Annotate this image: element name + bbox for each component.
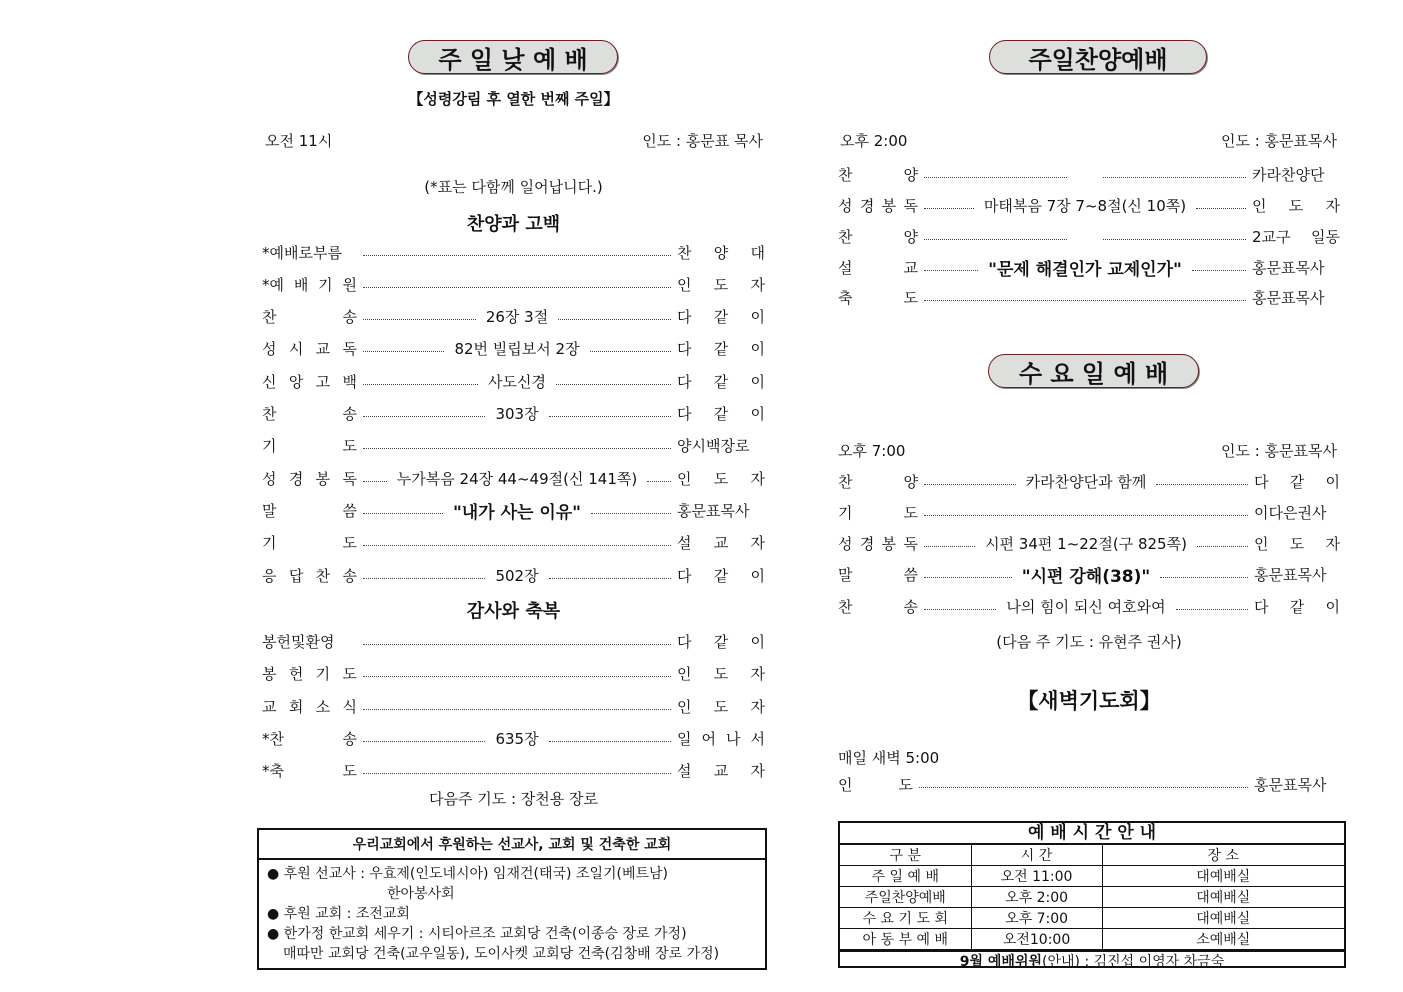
program-item-label: 말 씀 xyxy=(262,501,357,520)
schedule-cell: 오후 2:00 xyxy=(971,887,1102,908)
program-item-detail: 26장 3절 xyxy=(485,307,549,326)
program-item-label: *예 배 기 원 xyxy=(262,275,357,294)
program-row xyxy=(262,661,765,685)
program-item-label: 축 도 xyxy=(838,288,918,307)
dot-leader xyxy=(924,270,978,271)
sunday-leader: 인도 : 홍문표 목사 xyxy=(642,132,763,150)
program-item-person: 다 같 이 xyxy=(677,404,765,423)
program-item-label: 성 시 교 독 xyxy=(262,339,357,358)
program-row xyxy=(262,433,765,457)
program-item-person: 설 교 자 xyxy=(677,533,765,552)
support-item: ● 후원 교회 : 조전교회 xyxy=(267,906,410,922)
dot-leader xyxy=(363,384,478,385)
schedule-row xyxy=(840,908,1344,929)
dot-leader xyxy=(363,448,671,449)
schedule-cell: 오후 7:00 xyxy=(971,908,1102,929)
program-item-detail: 마태복음 7장 7~8절(신 10쪽) xyxy=(983,196,1187,215)
program-item-person: 인 도 자 xyxy=(677,469,766,488)
schedule-title: 예 배 시 간 안 내 xyxy=(840,823,1344,844)
schedule-cell: 수 요 기 도 회 xyxy=(840,908,971,929)
program-item-label: 기 도 xyxy=(262,436,357,455)
dot-leader xyxy=(363,773,671,774)
program-row xyxy=(262,758,765,782)
dot-leader xyxy=(549,741,671,742)
dot-leader xyxy=(924,208,974,209)
wednesday-next-prayer: (다음 주 기도 : 유현주 권사) xyxy=(996,633,1182,651)
section-thanks-blessing: 감사와 축복 xyxy=(466,601,561,622)
dot-leader xyxy=(924,546,975,547)
program-item-person: 인 도 자 xyxy=(677,275,765,294)
schedule-row xyxy=(840,866,1344,887)
program-item-label: 성 경 봉 독 xyxy=(838,534,918,553)
dot-leader xyxy=(1156,484,1248,485)
schedule-cell: 오전 11:00 xyxy=(971,866,1102,887)
standing-note: (*표는 다함께 일어납니다.) xyxy=(424,178,603,196)
dot-leader xyxy=(647,481,671,482)
worship-committee-names: (안내) : 김진섭 이영자 차금숙 xyxy=(1042,954,1225,970)
program-item-label: 찬 양 xyxy=(838,472,918,491)
program-row xyxy=(262,726,765,750)
program-item-label: 설 교 xyxy=(838,258,918,277)
dot-leader xyxy=(1176,609,1248,610)
program-item-person: 홍문표목사 xyxy=(1252,258,1325,277)
program-item-person: 다 같 이 xyxy=(1254,472,1341,491)
program-item-detail: "문제 해결인가 교제인가" xyxy=(988,259,1182,280)
sunday-time: 오전 11시 xyxy=(265,132,333,150)
program-item-person: 다 같 이 xyxy=(677,339,766,358)
program-item-detail: "내가 사는 이유" xyxy=(452,502,582,523)
program-item-label: 찬 양 xyxy=(838,165,918,184)
program-row xyxy=(262,304,765,328)
program-item-person: 다 같 이 xyxy=(677,632,765,651)
schedule-cell: 아 동 부 예 배 xyxy=(840,929,971,950)
program-row xyxy=(838,772,1340,796)
bullet-icon: ● xyxy=(267,926,284,942)
dot-leader xyxy=(1197,546,1248,547)
dot-leader xyxy=(924,577,1012,578)
program-item-person: 다 같 이 xyxy=(677,372,765,391)
program-item-label: 기 도 xyxy=(838,503,918,522)
support-item: ● 후원 선교사 : 우효제(인도네시아) 임재건(태국) 조일기(베트남) xyxy=(267,866,668,882)
schedule-row xyxy=(840,929,1344,950)
program-item-detail: "시편 강해(38)" xyxy=(1021,566,1151,587)
dot-leader xyxy=(363,287,671,288)
dot-leader xyxy=(591,513,671,514)
program-row xyxy=(838,562,1340,586)
program-item-label: 기 도 xyxy=(262,533,357,552)
program-row xyxy=(262,498,765,522)
program-item-person: 홍문표목사 xyxy=(677,501,750,520)
support-title: 우리교회에서 후원하는 선교사, 교회 및 건축한 교회 xyxy=(259,830,765,860)
wednesday-time: 오후 7:00 xyxy=(838,442,906,460)
program-row xyxy=(838,500,1340,524)
dot-leader xyxy=(1192,270,1246,271)
program-row xyxy=(838,255,1340,279)
program-item-person: 설 교 자 xyxy=(677,761,765,780)
program-item-detail: 나의 힘이 되신 여호와여 xyxy=(1006,597,1166,616)
program-item-label: 인 도 xyxy=(838,775,913,794)
program-row xyxy=(838,594,1340,618)
program-row xyxy=(838,193,1340,217)
dot-leader xyxy=(363,513,443,514)
dot-leader xyxy=(363,676,671,677)
program-item-person: 양시백장로 xyxy=(677,436,750,455)
program-row xyxy=(262,272,765,296)
dot-leader xyxy=(363,644,671,645)
bullet-icon: ● xyxy=(267,906,284,922)
schedule-footer xyxy=(840,950,1344,973)
program-item-person: 인 도 자 xyxy=(677,664,765,683)
support-item-continued: 매따만 교회당 건축(교우일동), 도이사켓 교회당 건축(김창배 장로 가정) xyxy=(283,946,720,962)
header-cell: 구 분 xyxy=(840,845,971,866)
program-item-person: 인 도 자 xyxy=(677,697,765,716)
program-row xyxy=(262,530,765,554)
dot-leader xyxy=(363,741,485,742)
program-row xyxy=(838,469,1340,493)
schedule-cell: 대예배실 xyxy=(1102,887,1344,908)
section-praise-confession: 찬양과 고백 xyxy=(466,214,561,235)
program-item-label: 찬 송 xyxy=(262,307,357,326)
dot-leader xyxy=(924,177,1067,178)
dot-leader xyxy=(363,351,444,352)
program-item-detail: 82번 빌립보서 2장 xyxy=(454,339,580,358)
wednesday-service-title: 수 요 일 예 배 xyxy=(988,354,1199,388)
program-row xyxy=(838,285,1340,309)
worship-committee-label: 9월 예배위원 xyxy=(959,954,1043,970)
program-item-person: 이다은권사 xyxy=(1254,503,1327,522)
program-item-label: 말 씀 xyxy=(838,565,918,584)
program-item-person: 찬 양 대 xyxy=(677,243,765,262)
dot-leader xyxy=(924,609,996,610)
schedule-cell: 주일찬양예배 xyxy=(840,887,971,908)
dot-leader xyxy=(590,351,671,352)
program-item-detail: 사도신경 xyxy=(488,372,546,391)
program-item-label: 성 경 봉 독 xyxy=(838,196,918,215)
dot-leader xyxy=(363,416,485,417)
dawn-time: 매일 새벽 5:00 xyxy=(838,749,940,767)
program-item-label: 신 앙 고 백 xyxy=(262,372,357,391)
program-item-detail: 누가복음 24장 44~49절(신 141쪽) xyxy=(396,469,638,488)
program-item-person: 인 도 자 xyxy=(1252,196,1340,215)
schedule-cell: 소예배실 xyxy=(1102,929,1344,950)
dot-leader xyxy=(919,787,1248,788)
dot-leader xyxy=(363,481,387,482)
program-item-person: 홍문표목사 xyxy=(1254,775,1327,794)
program-row xyxy=(262,240,765,264)
program-item-label: 봉헌및환영 xyxy=(262,632,335,651)
program-row xyxy=(262,694,765,718)
schedule-cell: 대예배실 xyxy=(1102,908,1344,929)
program-row xyxy=(838,224,1340,248)
schedule-cell: 주 일 예 배 xyxy=(840,866,971,887)
program-row xyxy=(838,531,1340,555)
praise-leader: 인도 : 홍문표목사 xyxy=(1220,132,1337,150)
dot-leader xyxy=(924,515,1248,516)
program-item-label: *축 도 xyxy=(262,761,357,780)
program-item-label: *찬 송 xyxy=(262,729,357,748)
program-item-person: 다 같 이 xyxy=(1254,597,1340,616)
dot-leader xyxy=(363,319,476,320)
program-item-label: 찬 송 xyxy=(262,404,357,423)
dot-leader xyxy=(363,578,485,579)
program-item-person: 홍문표목사 xyxy=(1254,565,1327,584)
header-cell: 시 간 xyxy=(971,845,1102,866)
dot-leader xyxy=(1160,577,1248,578)
program-item-detail: 502장 xyxy=(495,566,539,585)
program-item-person: 홍문표목사 xyxy=(1252,288,1325,307)
program-item-detail: 635장 xyxy=(495,729,539,748)
program-item-person: 다 같 이 xyxy=(677,307,766,326)
praise-time: 오후 2:00 xyxy=(840,132,908,150)
program-row xyxy=(262,629,765,653)
dot-leader xyxy=(924,300,1246,301)
program-item-label: 찬 송 xyxy=(838,597,918,616)
dot-leader xyxy=(1196,208,1246,209)
support-item-continued: 한아봉사회 xyxy=(387,886,455,902)
sunday-service-title: 주 일 낮 예 배 xyxy=(408,40,618,74)
schedule-header-row xyxy=(840,845,1344,866)
bullet-icon: ● xyxy=(267,866,284,882)
dot-leader xyxy=(363,709,671,710)
sunday-subtitle: 【성령강림 후 열한 번째 주일】 xyxy=(408,90,619,108)
program-item-person: 카라찬양단 xyxy=(1252,165,1325,184)
dot-leader xyxy=(556,384,671,385)
program-item-person: 인 도 자 xyxy=(1254,534,1340,553)
dot-leader xyxy=(924,239,1067,240)
program-row xyxy=(262,401,765,425)
program-row xyxy=(262,336,765,360)
program-item-label: 찬 양 xyxy=(838,227,918,246)
dot-leader xyxy=(549,578,671,579)
header-cell: 장 소 xyxy=(1102,845,1344,866)
program-row xyxy=(838,162,1340,186)
program-item-person: 다 같 이 xyxy=(677,566,765,585)
dot-leader xyxy=(363,255,671,256)
dot-leader xyxy=(558,319,671,320)
program-row xyxy=(262,369,765,393)
schedule-cell: 오전10:00 xyxy=(971,929,1102,950)
dot-leader xyxy=(924,484,1016,485)
praise-service-title: 주일찬양예배 xyxy=(989,40,1207,74)
dot-leader xyxy=(549,416,671,417)
schedule-row xyxy=(840,887,1344,908)
program-item-detail: 시편 34편 1~22절(구 825쪽) xyxy=(985,534,1187,553)
program-item-person: 일 어 나 서 xyxy=(677,729,765,748)
program-item-detail: 303장 xyxy=(495,404,539,423)
support-item: ● 한가정 한교회 세우기 : 시티아르조 교회당 건축(이종승 장로 가정) xyxy=(267,926,687,942)
program-row xyxy=(262,563,765,587)
program-item-person: 2교구 일동 xyxy=(1252,227,1340,246)
program-item-label: 봉 헌 기 도 xyxy=(262,664,357,683)
sunday-next-prayer: 다음주 기도 : 장천용 장로 xyxy=(428,790,599,808)
schedule-table xyxy=(840,844,1344,950)
program-item-label: 응 답 찬 송 xyxy=(262,566,357,585)
program-item-detail: 카라찬양단과 함께 xyxy=(1025,472,1147,491)
support-box xyxy=(257,828,767,970)
dot-leader xyxy=(1103,177,1246,178)
schedule-box xyxy=(838,821,1346,968)
program-row xyxy=(262,466,765,490)
program-item-label: *예배로부름 xyxy=(262,243,342,262)
program-item-label: 교 회 소 식 xyxy=(262,697,357,716)
schedule-cell: 대예배실 xyxy=(1102,866,1344,887)
wednesday-leader: 인도 : 홍문표목사 xyxy=(1220,442,1337,460)
dot-leader xyxy=(1103,239,1246,240)
dot-leader xyxy=(363,545,671,546)
dawn-prayer-title: 【새벽기도회】 xyxy=(1017,689,1161,713)
program-item-label: 성 경 봉 독 xyxy=(262,469,357,488)
